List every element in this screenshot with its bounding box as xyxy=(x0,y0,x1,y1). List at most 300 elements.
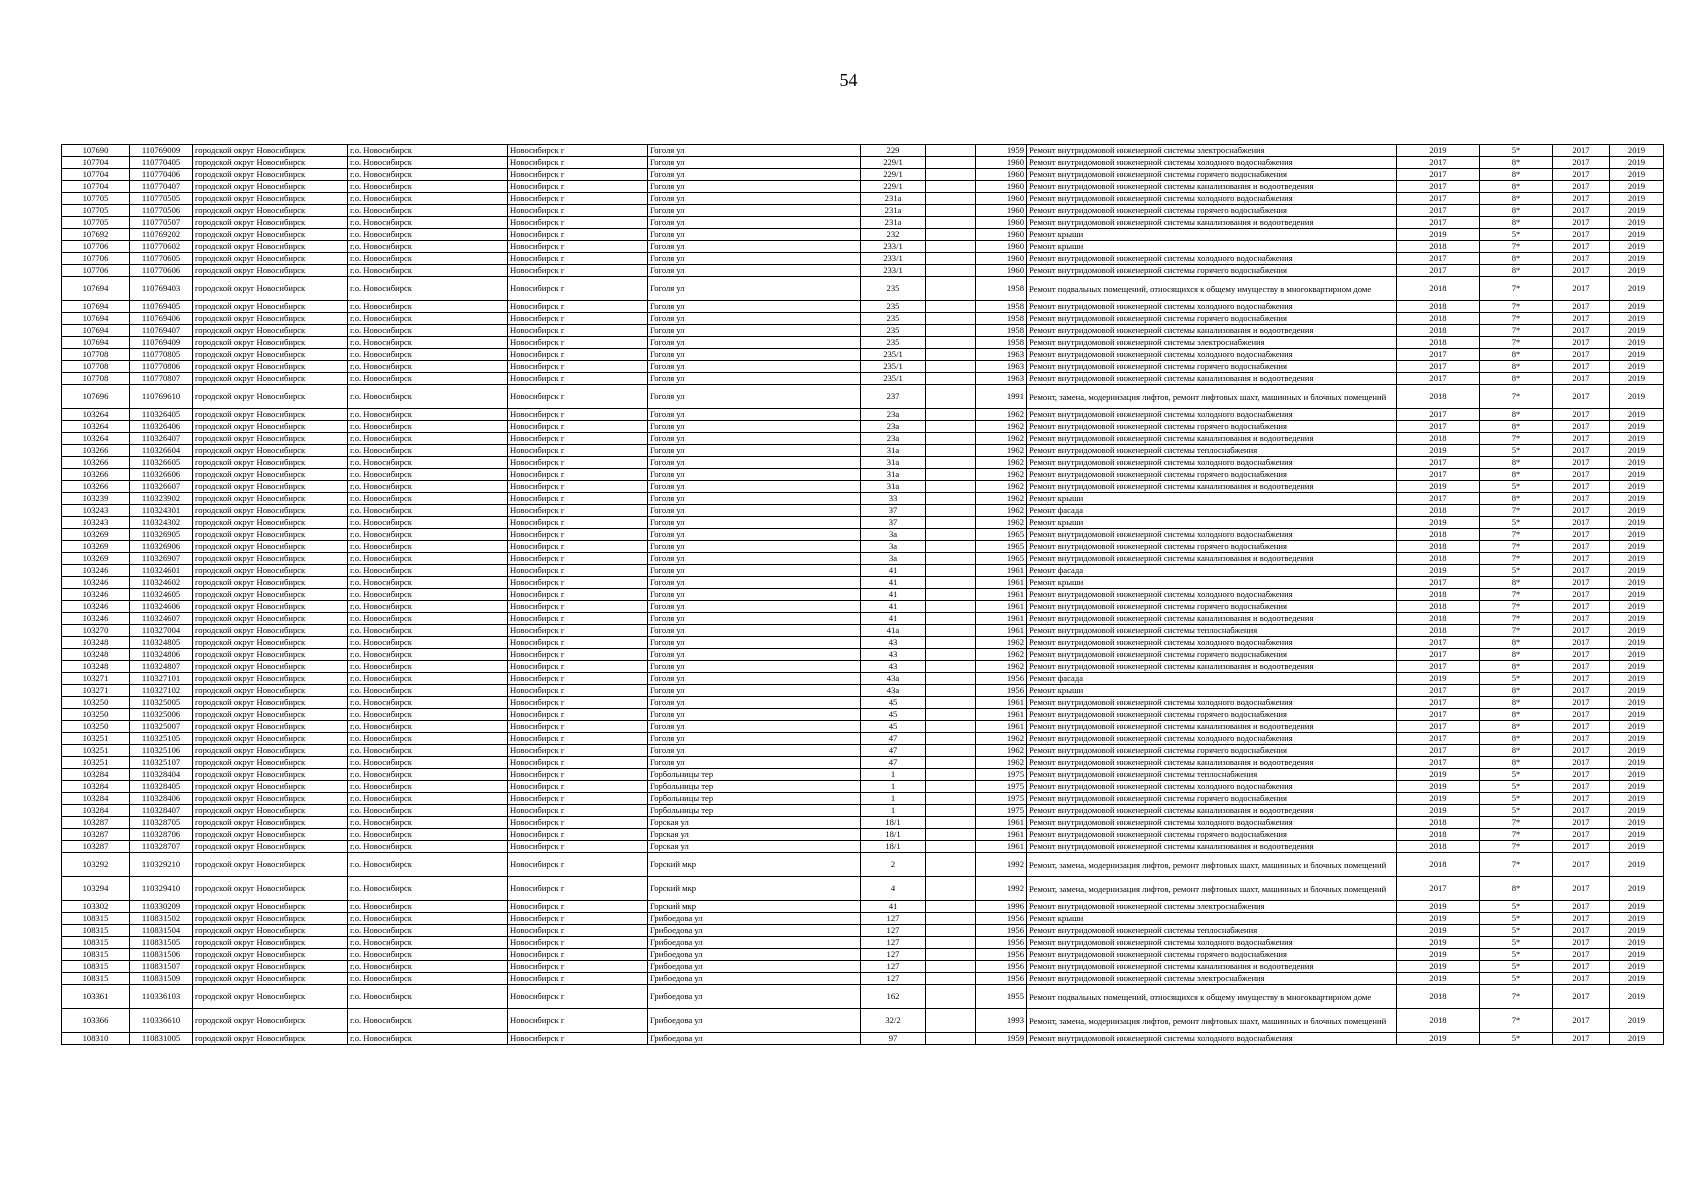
cell-priority: 7* xyxy=(1480,985,1553,1009)
cell-work-type: Ремонт внутридомовой инженерной системы горячего водоснабжения xyxy=(1027,829,1397,841)
cell-period-start: 2017 xyxy=(1553,385,1610,409)
table-row xyxy=(62,157,1664,169)
cell-planned-year: 2017 xyxy=(1397,169,1480,181)
cell-building xyxy=(926,781,976,793)
cell-settlement: г.о. Новосибирск xyxy=(348,481,508,493)
table-row xyxy=(62,469,1664,481)
cell-year-built: 1956 xyxy=(976,961,1027,973)
cell-work-id: 110770407 xyxy=(130,181,193,193)
cell-building xyxy=(926,949,976,961)
cell-street: Гоголя ул xyxy=(648,661,861,673)
table-row xyxy=(62,517,1664,529)
cell-settlement: г.о. Новосибирск xyxy=(348,1009,508,1033)
cell-house-id: 108315 xyxy=(62,937,130,949)
cell-planned-year: 2017 xyxy=(1397,733,1480,745)
cell-period-start: 2017 xyxy=(1553,301,1610,313)
cell-period-end: 2019 xyxy=(1610,805,1664,817)
cell-city: Новосибирск г xyxy=(508,781,648,793)
cell-house-number: 1 xyxy=(861,769,926,781)
cell-house-number: 235 xyxy=(861,277,926,301)
cell-work-id: 110770807 xyxy=(130,373,193,385)
cell-city: Новосибирск г xyxy=(508,445,648,457)
cell-planned-year: 2017 xyxy=(1397,661,1480,673)
cell-year-built: 1960 xyxy=(976,169,1027,181)
cell-street: Гоголя ул xyxy=(648,469,861,481)
cell-work-type: Ремонт внутридомовой инженерной системы холодного водоснабжения xyxy=(1027,817,1397,829)
cell-period-end: 2019 xyxy=(1610,481,1664,493)
cell-planned-year: 2018 xyxy=(1397,325,1480,337)
cell-street: Гоголя ул xyxy=(648,613,861,625)
cell-house-number: 229 xyxy=(861,145,926,157)
table-row xyxy=(62,661,1664,673)
cell-year-built: 1975 xyxy=(976,781,1027,793)
table-row xyxy=(62,805,1664,817)
cell-priority: 8* xyxy=(1480,709,1553,721)
cell-municipality: городской округ Новосибирск xyxy=(193,613,348,625)
cell-city: Новосибирск г xyxy=(508,925,648,937)
cell-year-built: 1960 xyxy=(976,265,1027,277)
cell-work-id: 110328707 xyxy=(130,841,193,853)
cell-priority: 8* xyxy=(1480,205,1553,217)
cell-house-id: 107704 xyxy=(62,181,130,193)
cell-municipality: городской округ Новосибирск xyxy=(193,649,348,661)
cell-city: Новосибирск г xyxy=(508,649,648,661)
cell-building xyxy=(926,853,976,877)
cell-work-id: 110326604 xyxy=(130,445,193,457)
cell-priority: 5* xyxy=(1480,973,1553,985)
cell-building xyxy=(926,433,976,445)
cell-city: Новосибирск г xyxy=(508,385,648,409)
cell-year-built: 1958 xyxy=(976,325,1027,337)
cell-work-type: Ремонт внутридомовой инженерной системы горячего водоснабжения xyxy=(1027,205,1397,217)
cell-street: Гоголя ул xyxy=(648,685,861,697)
cell-house-number: 18/1 xyxy=(861,817,926,829)
cell-period-end: 2019 xyxy=(1610,301,1664,313)
cell-year-built: 1960 xyxy=(976,157,1027,169)
cell-house-id: 107704 xyxy=(62,157,130,169)
cell-municipality: городской округ Новосибирск xyxy=(193,745,348,757)
cell-house-number: 1 xyxy=(861,793,926,805)
cell-period-start: 2017 xyxy=(1553,937,1610,949)
cell-municipality: городской округ Новосибирск xyxy=(193,709,348,721)
cell-priority: 8* xyxy=(1480,685,1553,697)
table-row xyxy=(62,433,1664,445)
cell-city: Новосибирск г xyxy=(508,193,648,205)
cell-building xyxy=(926,361,976,373)
cell-street: Гоголя ул xyxy=(648,565,861,577)
cell-work-type: Ремонт внутридомовой инженерной системы электроснабжения xyxy=(1027,901,1397,913)
cell-municipality: городской округ Новосибирск xyxy=(193,793,348,805)
cell-period-start: 2017 xyxy=(1553,925,1610,937)
cell-house-number: 162 xyxy=(861,985,926,1009)
cell-period-start: 2017 xyxy=(1553,457,1610,469)
cell-work-type: Ремонт внутридомовой инженерной системы горячего водоснабжения xyxy=(1027,745,1397,757)
cell-work-type: Ремонт внутридомовой инженерной системы холодного водоснабжения xyxy=(1027,193,1397,205)
cell-house-id: 103243 xyxy=(62,505,130,517)
cell-municipality: городской округ Новосибирск xyxy=(193,265,348,277)
cell-house-id: 108315 xyxy=(62,925,130,937)
cell-street: Гоголя ул xyxy=(648,445,861,457)
cell-municipality: городской округ Новосибирск xyxy=(193,973,348,985)
cell-year-built: 1960 xyxy=(976,193,1027,205)
cell-house-id: 103270 xyxy=(62,625,130,637)
cell-house-id: 108310 xyxy=(62,1033,130,1045)
cell-house-number: 41 xyxy=(861,589,926,601)
cell-settlement: г.о. Новосибирск xyxy=(348,337,508,349)
cell-house-id: 103243 xyxy=(62,517,130,529)
table-row xyxy=(62,577,1664,589)
table-body xyxy=(62,145,1664,1045)
cell-work-type: Ремонт внутридомовой инженерной системы холодного водоснабжения xyxy=(1027,157,1397,169)
cell-building xyxy=(926,697,976,709)
cell-settlement: г.о. Новосибирск xyxy=(348,937,508,949)
cell-work-id: 110324605 xyxy=(130,589,193,601)
table-row xyxy=(62,961,1664,973)
cell-street: Гоголя ул xyxy=(648,529,861,541)
cell-city: Новосибирск г xyxy=(508,313,648,325)
cell-work-id: 110769202 xyxy=(130,229,193,241)
cell-period-start: 2017 xyxy=(1553,625,1610,637)
cell-work-type: Ремонт внутридомовой инженерной системы электроснабжения xyxy=(1027,145,1397,157)
cell-settlement: г.о. Новосибирск xyxy=(348,169,508,181)
cell-municipality: городской округ Новосибирск xyxy=(193,673,348,685)
table-row xyxy=(62,301,1664,313)
cell-planned-year: 2017 xyxy=(1397,649,1480,661)
cell-settlement: г.о. Новосибирск xyxy=(348,661,508,673)
cell-period-end: 2019 xyxy=(1610,505,1664,517)
cell-period-end: 2019 xyxy=(1610,421,1664,433)
cell-planned-year: 2018 xyxy=(1397,337,1480,349)
cell-house-id: 107708 xyxy=(62,349,130,361)
cell-period-start: 2017 xyxy=(1553,241,1610,253)
cell-house-id: 103264 xyxy=(62,433,130,445)
cell-year-built: 1975 xyxy=(976,769,1027,781)
cell-period-start: 2017 xyxy=(1553,757,1610,769)
cell-house-id: 107708 xyxy=(62,361,130,373)
cell-year-built: 1958 xyxy=(976,277,1027,301)
cell-settlement: г.о. Новосибирск xyxy=(348,625,508,637)
table-row xyxy=(62,145,1664,157)
table-row xyxy=(62,241,1664,253)
cell-house-number: 235/1 xyxy=(861,373,926,385)
cell-city: Новосибирск г xyxy=(508,181,648,193)
cell-period-start: 2017 xyxy=(1553,337,1610,349)
cell-city: Новосибирск г xyxy=(508,745,648,757)
cell-period-end: 2019 xyxy=(1610,217,1664,229)
cell-work-id: 110324601 xyxy=(130,565,193,577)
table-row xyxy=(62,625,1664,637)
cell-work-type: Ремонт внутридомовой инженерной системы канализования и водоотведения xyxy=(1027,721,1397,733)
cell-building xyxy=(926,733,976,745)
cell-settlement: г.о. Новосибирск xyxy=(348,229,508,241)
cell-house-number: 127 xyxy=(861,973,926,985)
cell-settlement: г.о. Новосибирск xyxy=(348,949,508,961)
cell-year-built: 1960 xyxy=(976,205,1027,217)
cell-city: Новосибирск г xyxy=(508,577,648,589)
cell-planned-year: 2018 xyxy=(1397,529,1480,541)
cell-house-id: 108315 xyxy=(62,961,130,973)
cell-work-type: Ремонт внутридомовой инженерной системы канализования и водоотведения xyxy=(1027,805,1397,817)
cell-municipality: городской округ Новосибирск xyxy=(193,817,348,829)
cell-municipality: городской округ Новосибирск xyxy=(193,469,348,481)
cell-planned-year: 2017 xyxy=(1397,361,1480,373)
cell-priority: 8* xyxy=(1480,421,1553,433)
cell-period-end: 2019 xyxy=(1610,565,1664,577)
table-row xyxy=(62,925,1664,937)
cell-period-end: 2019 xyxy=(1610,637,1664,649)
table-row xyxy=(62,409,1664,421)
cell-city: Новосибирск г xyxy=(508,373,648,385)
cell-house-id: 103239 xyxy=(62,493,130,505)
table-row xyxy=(62,253,1664,265)
cell-period-end: 2019 xyxy=(1610,325,1664,337)
cell-period-start: 2017 xyxy=(1553,1033,1610,1045)
cell-city: Новосибирск г xyxy=(508,205,648,217)
cell-house-id: 103264 xyxy=(62,421,130,433)
cell-house-id: 103287 xyxy=(62,841,130,853)
cell-building xyxy=(926,973,976,985)
cell-street: Гоголя ул xyxy=(648,217,861,229)
cell-period-start: 2017 xyxy=(1553,601,1610,613)
cell-house-id: 103294 xyxy=(62,877,130,901)
cell-work-id: 110326407 xyxy=(130,433,193,445)
cell-house-id: 103284 xyxy=(62,781,130,793)
cell-settlement: г.о. Новосибирск xyxy=(348,613,508,625)
cell-priority: 8* xyxy=(1480,157,1553,169)
cell-period-start: 2017 xyxy=(1553,325,1610,337)
cell-house-number: 18/1 xyxy=(861,829,926,841)
cell-planned-year: 2017 xyxy=(1397,877,1480,901)
cell-planned-year: 2017 xyxy=(1397,685,1480,697)
cell-work-type: Ремонт внутридомовой инженерной системы канализования и водоотведения xyxy=(1027,373,1397,385)
cell-building xyxy=(926,313,976,325)
table-row xyxy=(62,337,1664,349)
cell-city: Новосибирск г xyxy=(508,769,648,781)
cell-year-built: 1965 xyxy=(976,553,1027,565)
cell-city: Новосибирск г xyxy=(508,409,648,421)
cell-building xyxy=(926,901,976,913)
cell-street: Гоголя ул xyxy=(648,733,861,745)
table-row xyxy=(62,697,1664,709)
cell-planned-year: 2018 xyxy=(1397,277,1480,301)
cell-settlement: г.о. Новосибирск xyxy=(348,637,508,649)
cell-year-built: 1960 xyxy=(976,229,1027,241)
cell-municipality: городской округ Новосибирск xyxy=(193,181,348,193)
cell-street: Гоголя ул xyxy=(648,553,861,565)
cell-period-start: 2017 xyxy=(1553,769,1610,781)
cell-work-type: Ремонт внутридомовой инженерной системы горячего водоснабжения xyxy=(1027,709,1397,721)
cell-municipality: городской округ Новосибирск xyxy=(193,241,348,253)
cell-year-built: 1962 xyxy=(976,745,1027,757)
cell-period-end: 2019 xyxy=(1610,877,1664,901)
cell-street: Гоголя ул xyxy=(648,541,861,553)
cell-building xyxy=(926,253,976,265)
cell-year-built: 1961 xyxy=(976,577,1027,589)
table-row xyxy=(62,673,1664,685)
cell-work-type: Ремонт подвальных помещений, относящихся к общему имуществу в многоквартирном доме xyxy=(1027,985,1397,1009)
cell-period-start: 2017 xyxy=(1553,637,1610,649)
cell-municipality: городской округ Новосибирск xyxy=(193,253,348,265)
cell-street: Гоголя ул xyxy=(648,505,861,517)
cell-period-end: 2019 xyxy=(1610,469,1664,481)
cell-street: Гоголя ул xyxy=(648,277,861,301)
cell-house-number: 233/1 xyxy=(861,265,926,277)
cell-period-start: 2017 xyxy=(1553,577,1610,589)
cell-planned-year: 2017 xyxy=(1397,697,1480,709)
cell-priority: 7* xyxy=(1480,337,1553,349)
cell-work-id: 110325006 xyxy=(130,709,193,721)
cell-building xyxy=(926,625,976,637)
cell-year-built: 1958 xyxy=(976,313,1027,325)
cell-period-end: 2019 xyxy=(1610,493,1664,505)
table-row xyxy=(62,541,1664,553)
cell-municipality: городской округ Новосибирск xyxy=(193,517,348,529)
cell-city: Новосибирск г xyxy=(508,937,648,949)
cell-house-number: 23а xyxy=(861,421,926,433)
cell-municipality: городской округ Новосибирск xyxy=(193,841,348,853)
cell-settlement: г.о. Новосибирск xyxy=(348,841,508,853)
cell-municipality: городской округ Новосибирск xyxy=(193,493,348,505)
cell-house-id: 103269 xyxy=(62,553,130,565)
cell-house-number: 235 xyxy=(861,301,926,313)
cell-work-id: 110327102 xyxy=(130,685,193,697)
cell-street: Грибоедова ул xyxy=(648,913,861,925)
cell-work-id: 110330209 xyxy=(130,901,193,913)
cell-street: Гоголя ул xyxy=(648,745,861,757)
cell-building xyxy=(926,769,976,781)
cell-work-id: 110326607 xyxy=(130,481,193,493)
cell-street: Гоголя ул xyxy=(648,205,861,217)
cell-work-id: 110326905 xyxy=(130,529,193,541)
cell-municipality: городской округ Новосибирск xyxy=(193,553,348,565)
cell-year-built: 1961 xyxy=(976,841,1027,853)
cell-priority: 8* xyxy=(1480,457,1553,469)
cell-street: Гоголя ул xyxy=(648,373,861,385)
cell-planned-year: 2017 xyxy=(1397,469,1480,481)
cell-work-type: Ремонт внутридомовой инженерной системы холодного водоснабжения xyxy=(1027,697,1397,709)
cell-settlement: г.о. Новосибирск xyxy=(348,421,508,433)
table-row xyxy=(62,349,1664,361)
cell-period-start: 2017 xyxy=(1553,361,1610,373)
cell-priority: 7* xyxy=(1480,853,1553,877)
cell-work-id: 110770805 xyxy=(130,349,193,361)
cell-period-start: 2017 xyxy=(1553,481,1610,493)
cell-year-built: 1963 xyxy=(976,361,1027,373)
cell-house-number: 41 xyxy=(861,577,926,589)
cell-period-end: 2019 xyxy=(1610,673,1664,685)
cell-year-built: 1962 xyxy=(976,505,1027,517)
cell-settlement: г.о. Новосибирск xyxy=(348,517,508,529)
cell-period-start: 2017 xyxy=(1553,841,1610,853)
cell-priority: 7* xyxy=(1480,529,1553,541)
cell-period-start: 2017 xyxy=(1553,781,1610,793)
cell-house-id: 103287 xyxy=(62,817,130,829)
cell-settlement: г.о. Новосибирск xyxy=(348,469,508,481)
cell-street: Горская ул xyxy=(648,817,861,829)
cell-planned-year: 2017 xyxy=(1397,181,1480,193)
cell-priority: 7* xyxy=(1480,241,1553,253)
cell-work-type: Ремонт внутридомовой инженерной системы теплоснабжения xyxy=(1027,625,1397,637)
cell-settlement: г.о. Новосибирск xyxy=(348,985,508,1009)
cell-priority: 5* xyxy=(1480,673,1553,685)
cell-settlement: г.о. Новосибирск xyxy=(348,745,508,757)
cell-priority: 7* xyxy=(1480,589,1553,601)
cell-street: Гоголя ул xyxy=(648,253,861,265)
cell-period-start: 2017 xyxy=(1553,1009,1610,1033)
cell-building xyxy=(926,589,976,601)
cell-house-id: 107692 xyxy=(62,229,130,241)
cell-year-built: 1956 xyxy=(976,937,1027,949)
cell-settlement: г.о. Новосибирск xyxy=(348,265,508,277)
cell-settlement: г.о. Новосибирск xyxy=(348,193,508,205)
cell-period-end: 2019 xyxy=(1610,373,1664,385)
cell-period-start: 2017 xyxy=(1553,853,1610,877)
table-row xyxy=(62,457,1664,469)
cell-priority: 8* xyxy=(1480,193,1553,205)
cell-planned-year: 2017 xyxy=(1397,577,1480,589)
cell-year-built: 1960 xyxy=(976,253,1027,265)
cell-house-number: 41 xyxy=(861,613,926,625)
cell-street: Горская ул xyxy=(648,829,861,841)
cell-planned-year: 2019 xyxy=(1397,949,1480,961)
cell-settlement: г.о. Новосибирск xyxy=(348,253,508,265)
cell-planned-year: 2017 xyxy=(1397,493,1480,505)
cell-building xyxy=(926,145,976,157)
cell-priority: 7* xyxy=(1480,313,1553,325)
repair-schedule-table xyxy=(61,144,1664,1045)
cell-period-end: 2019 xyxy=(1610,661,1664,673)
cell-city: Новосибирск г xyxy=(508,505,648,517)
cell-year-built: 1962 xyxy=(976,469,1027,481)
cell-period-start: 2017 xyxy=(1553,229,1610,241)
table-row xyxy=(62,817,1664,829)
cell-work-id: 110831504 xyxy=(130,925,193,937)
cell-settlement: г.о. Новосибирск xyxy=(348,781,508,793)
cell-municipality: городской округ Новосибирск xyxy=(193,481,348,493)
cell-city: Новосибирск г xyxy=(508,541,648,553)
cell-settlement: г.о. Новосибирск xyxy=(348,817,508,829)
cell-municipality: городской округ Новосибирск xyxy=(193,637,348,649)
cell-house-id: 103284 xyxy=(62,805,130,817)
cell-city: Новосибирск г xyxy=(508,661,648,673)
cell-municipality: городской округ Новосибирск xyxy=(193,829,348,841)
cell-planned-year: 2017 xyxy=(1397,349,1480,361)
cell-municipality: городской округ Новосибирск xyxy=(193,325,348,337)
cell-house-id: 108315 xyxy=(62,949,130,961)
cell-municipality: городской округ Новосибирск xyxy=(193,529,348,541)
cell-street: Гоголя ул xyxy=(648,229,861,241)
cell-municipality: городской округ Новосибирск xyxy=(193,433,348,445)
cell-period-start: 2017 xyxy=(1553,409,1610,421)
cell-work-id: 110336610 xyxy=(130,1009,193,1033)
cell-year-built: 1956 xyxy=(976,673,1027,685)
cell-planned-year: 2018 xyxy=(1397,241,1480,253)
cell-priority: 8* xyxy=(1480,253,1553,265)
cell-priority: 5* xyxy=(1480,937,1553,949)
cell-planned-year: 2019 xyxy=(1397,517,1480,529)
cell-year-built: 1961 xyxy=(976,709,1027,721)
cell-building xyxy=(926,937,976,949)
cell-work-type: Ремонт внутридомовой инженерной системы канализования и водоотведения xyxy=(1027,481,1397,493)
table-row xyxy=(62,565,1664,577)
cell-work-type: Ремонт внутридомовой инженерной системы холодного водоснабжения xyxy=(1027,1033,1397,1045)
cell-house-number: 233/1 xyxy=(861,241,926,253)
cell-municipality: городской округ Новосибирск xyxy=(193,229,348,241)
cell-building xyxy=(926,169,976,181)
cell-building xyxy=(926,529,976,541)
cell-work-id: 110325107 xyxy=(130,757,193,769)
cell-street: Гоголя ул xyxy=(648,193,861,205)
